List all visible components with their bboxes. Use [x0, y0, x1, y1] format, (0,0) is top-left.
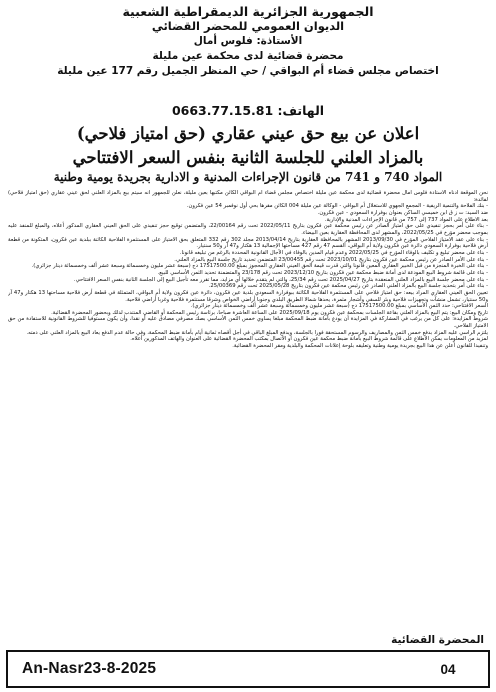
lawyer-name: الأستاذة: فلوس أمال: [193, 35, 303, 47]
body-paragraph: وتنفيذا للقانون أعلن عن هذا البيع بجريدة يومية وطنية وتعليقه بلوحة إعلانات المحكمة والبلدية ومقر المحضرة القضائية.: [232, 343, 488, 350]
body-paragraph: - بناء على أمر بحجز تنفيذي على حق امتياز الصادر عن رئيس محكمة عين فكرون بتاريخ 2022/05/11 تحت رقم 22/00164، والمتضمن توقيع حجز تنفيذي على الحق العيني العقاري المذكور أعلاه، والمبلغ للمنفذ عليه بموجب محضر مؤرخ في 2022/05/25، والمشهر لدى المحافظة العقارية بعين البيضاء.: [8, 223, 488, 236]
body-paragraph: ضد السيد: ت ز ق ابن خميسي الساكن بعنوان بوفرارة السعودي - عين فكرون.: [317, 209, 488, 216]
title-line-2: بالمزاد العلني للجلسة الثانية بنفس السعر الافتتاحي: [72, 148, 424, 167]
body-paragraph: شروط المزايدة: على كل من يرغب في المشاركة في المزايدة أن يودع بأمانة ضبط المحكمة مبلغا يساوي خمس الثمن الأساسي بصك مصرفي مصادق عليه أو نقدا، وأن يكون مستوفيا للشروط القانونية للاستفادة من حق الامتياز الفلاحي.: [8, 316, 488, 330]
signature-label: المحضرة القضائية: [391, 634, 484, 646]
office-name: الديوان العمومي للمحضر القضائي: [151, 19, 345, 33]
court-bailiff: محضرة قضائية لدى محكمة عين مليلة: [152, 50, 344, 62]
body-paragraph: - بناء على الخبرة المنجزة من قبل الخبير العقاري المعين قانونا والتي قدرت قيمة الحق العيني العقاري المحجوز بمبلغ 17517500.00 دج (سبعة عشر مليون وخمسمائة وسبعة عشر ألف وخمسمائة دينار جزائري).: [31, 263, 488, 270]
republic-name: الجمهورية الجزائرية الديمقراطية الشعبية: [122, 4, 374, 19]
body-paragraph: لمزيد من المعلومات يمكن الاطلاع على قائمة شروط البيع بأمانة ضبط محكمة عين فكرون أو الاتصال بمكتب المحضرة القضائية على العنوان والهاتف المذكورين أعلاه.: [130, 336, 488, 343]
notice-title: [14, 122, 482, 185]
paper-date: An-Nasr23-8-2025: [22, 660, 157, 677]
title-line-1: اعلان عن بيع حق عيني عقاري (حق امتياز فلاحي): [76, 124, 420, 143]
body-paragraph: - بناء على عقد الامتياز الفلاحي المؤرخ في 2013/09/30 المشهر بالمحافظة العقارية بتاريخ 2013/04/14 مجلد 302 رقم 332 المتعلق بحق الامتياز على المستثمرة الفلاحية الكائنة ببلدية عين فكرون، المتكونة من قطعة أرض فلاحية بوفرارة السعودي دائرة عين فكرون ولاية أم البواقي، القسم 47 رقم 427 مساحتها الإجمالية 13 هكتار و47 آر و50 سنتيار.: [8, 236, 488, 250]
title-line-3: المواد 740 و 741 من قانون الإجراءات المدنية و الادارية بجريدة يومية وطنية: [53, 170, 443, 184]
body-paragraph: السعر الافتتاحي: حدد الثمن الأساسي بمبلغ 17517500.00 دج (سبعة عشر مليون وخمسمائة وسبعة عشر ألف وخمسمائة دينار جزائري).: [190, 303, 488, 310]
body-paragraph: تاريخ ومكان البيع: يتم البيع بالمزاد العلني بقاعة الجلسات بمحكمة عين فكرون يوم 2025/09/18 على الساعة العاشرة صباحا، برئاسة رئيس المحكمة أو القاضي المنتدب لذلك وبحضور المحضرة القضائية.: [51, 309, 488, 316]
body-paragraph: - بنك الفلاحة والتنمية الريفية - المجمع الجهوي للاستغلال أم البواقي - الوكالة عين مليلة 004 الكائن مقرها بحي أول نوفمبر 54 عين فكرون.: [186, 203, 488, 210]
phone-number: الهاتف: 0663.77.15.81: [171, 103, 325, 118]
body-paragraph: نحن الموقعة أدناه الأستاذة فلوس أمال محضرة قضائية لدى محكمة عين مليلة اختصاص مجلس قضاء أم البواقي الكائن مكتبها بعين مليلة، نعلن للجمهور أنه سيتم بيع بالمزاد العلني لحق عيني عقاري (حق امتياز فلاحي) لفائدة:: [8, 190, 488, 203]
body-paragraph: - بناء على الأمر الصادر عن رئيس محكمة عين فكرون بتاريخ 2023/10/01 تحت رقم 23/00455 المتضمن تحديد تاريخ جلسة البيع بالمزاد العلني.: [174, 256, 488, 263]
body-paragraph: بعد الاطلاع على المواد 737 إلى 757 من قانون الإجراءات المدنية والإدارية.: [324, 216, 488, 223]
notice-body: [8, 190, 488, 630]
newspaper-footer: [6, 650, 490, 688]
page-number: 04: [440, 661, 456, 677]
body-paragraph: - بناء على محضر تبليغ و تكليف بالوفاء المؤرخ في 2022/05/25 وعدم قيام المدين بالوفاء في الآجال القانونية المحددة بالرغم من تبليغه قانونا.: [179, 249, 488, 256]
jurisdiction-address: اختصاص مجلس قضاء أم البواقي / حي المنظر الجميل رقم 177 عين مليلة: [57, 65, 439, 77]
body-paragraph: - بناء على قائمة شروط البيع المودعة لدى أمانة ضبط محكمة عين فكرون بتاريخ 2023/12/10 تحت رقم 23/178 والمتضمنة تحديد الثمن الأساسي للبيع.: [157, 269, 488, 276]
body-paragraph: يلتزم الراسي عليه المزاد بدفع خمس الثمن والمصاريف والرسوم المستحقة فورا بالجلسة، ويدفع المبلغ الباقي في أجل أقصاه ثمانية أيام بأمانة ضبط المحكمة، وفي حالة عدم الدفع يعاد البيع بالمزاد العلني على ذمته.: [26, 329, 488, 336]
body-paragraph: - بناء على أمر بتحديد جلسة البيع بالمزاد العلني الصادر عن رئيس محكمة عين فكرون بتاريخ 2025/05/28 تحت رقم 25/00369.: [208, 283, 488, 290]
notice-header: [40, 4, 456, 79]
body-paragraph: تعيين الحق العيني العقاري المراد بيعه: حق امتياز فلاحي على المستثمرة الفلاحية الكائنة ببوفرارة السعودي بلدية عين فكرون، دائرة عين فكرون ولاية أم البواقي، المتمثلة في قطعة أرض فلاحية مساحتها 13 هكتار و47 آر و50 سنتيار، تشمل منشآت وتجهيزات فلاحية وبئر للسقي وأشجار مثمرة، يحدها شمالا الطريق البلدي وجنوبا أراضي الخواص وشرقا مستثمرة فلاحية وغربا أراضي فلاحية.: [8, 289, 488, 303]
body-paragraph: - بناء على محضر جلسة البيع بالمزاد العلني المنعقدة بتاريخ 2025/04/27 تحت رقم 25/34، والتي لم يتقدم خلالها أي مزايد، مما تقرر معه تأجيل البيع إلى الجلسة الثانية بنفس السعر الافتتاحي.: [73, 276, 488, 283]
